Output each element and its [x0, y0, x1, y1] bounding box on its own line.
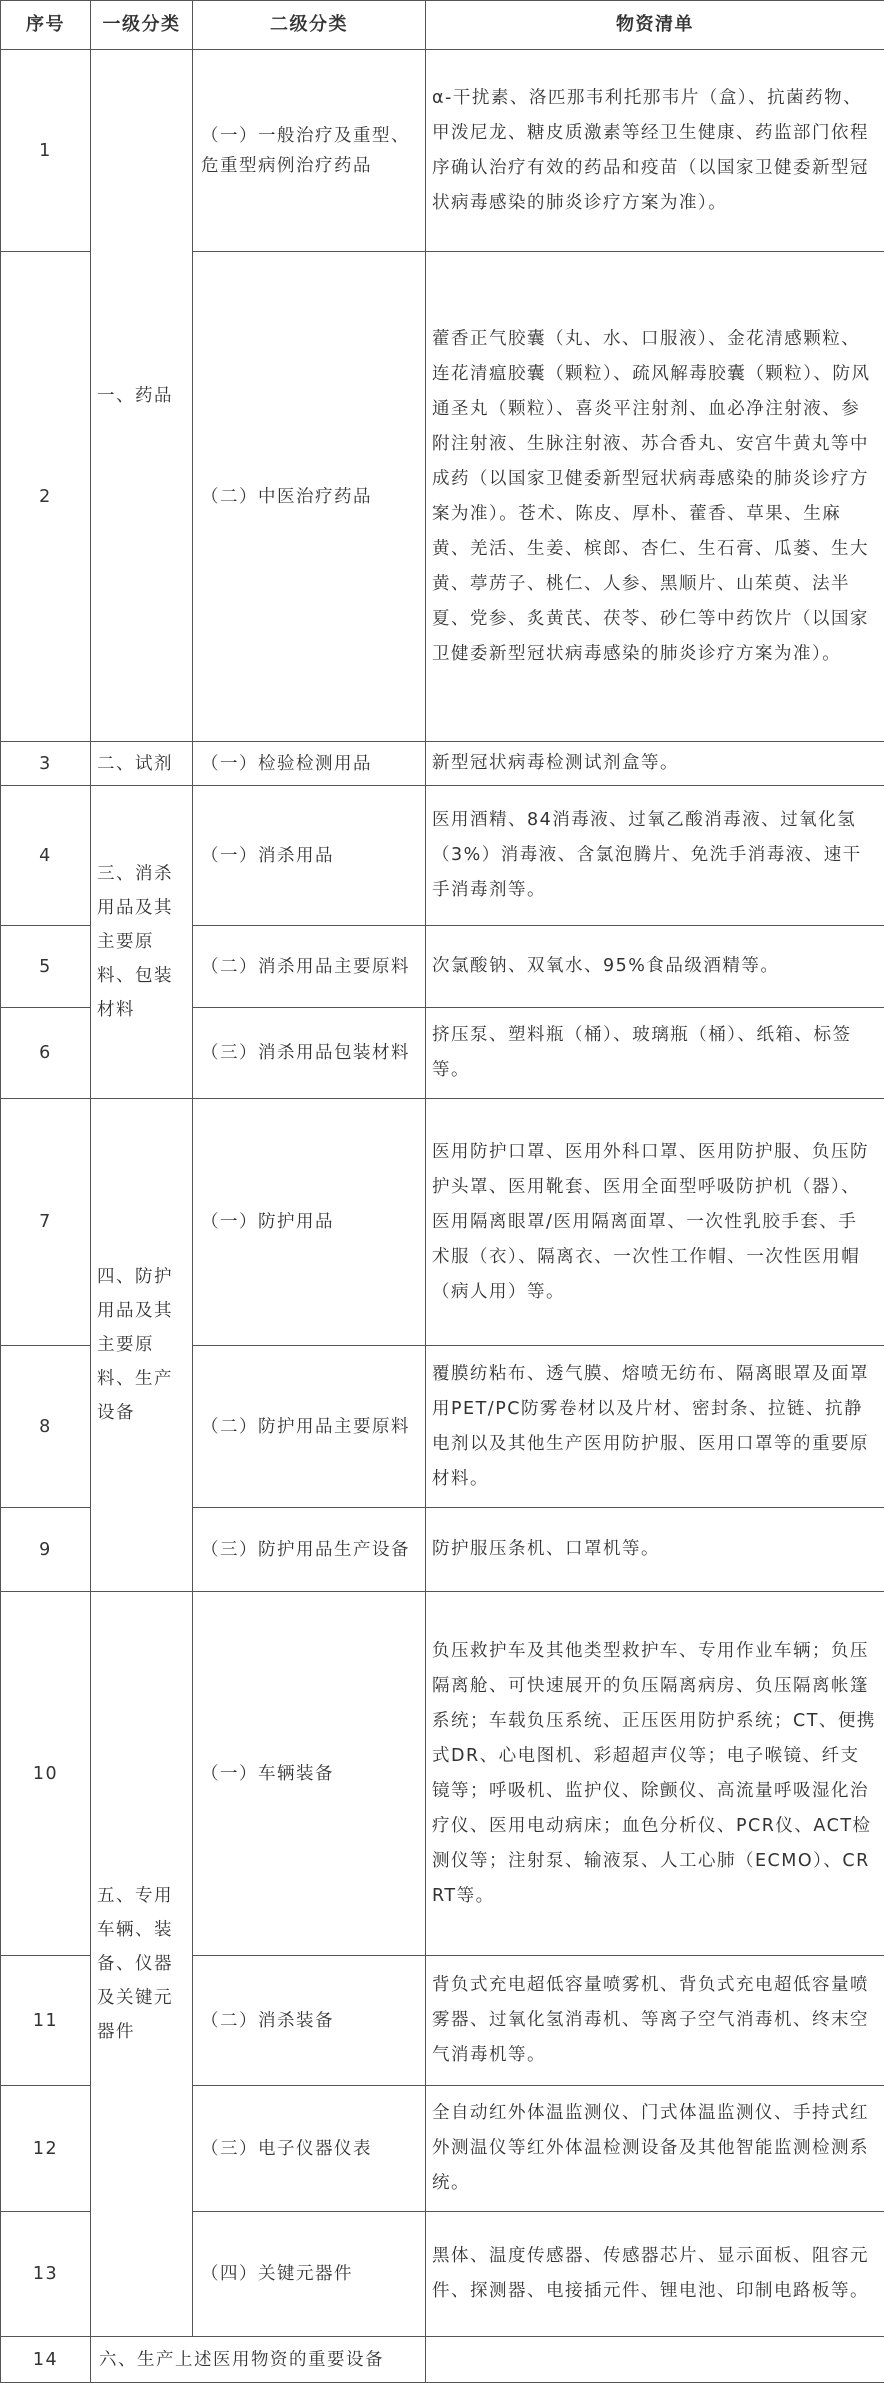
row-items: 防护服压条机、口罩机等。	[426, 1508, 884, 1592]
row-num: 13	[1, 2212, 91, 2337]
table-row	[1, 1099, 884, 1346]
row-cat2: （二）防护用品主要原料	[193, 1346, 426, 1508]
cat1-disinfection: 三、消杀用品及其主要原料、包装材料	[91, 786, 193, 1099]
row-items: 背负式充电超低容量喷雾机、背负式充电超低容量喷雾器、过氧化氢消毒机、等离子空气消毒机、终末空气消毒机等。	[426, 1956, 884, 2086]
row-num: 4	[1, 786, 91, 926]
cat1-vehicles: 五、专用车辆、装备、仪器及关键元器件	[91, 1592, 193, 2337]
row-num: 7	[1, 1099, 91, 1346]
row-items: 黑体、温度传感器、传感器芯片、显示面板、阻容元件、探测器、电接插元件、锂电池、印制电路板等。	[426, 2212, 884, 2337]
row-num: 11	[1, 1956, 91, 2086]
row-items: 覆膜纺粘布、透气膜、熔喷无纺布、隔离眼罩及面罩用PET/PC防雾卷材以及片材、密封条、拉链、抗静电剂以及其他生产医用防护服、医用口罩等的重要原材料。	[426, 1346, 884, 1508]
row-num: 10	[1, 1592, 91, 1956]
row-cat2: （三）防护用品生产设备	[193, 1508, 426, 1592]
header-items: 物资清单	[426, 1, 884, 50]
row-items: 次氯酸钠、双氧水、95%食品级酒精等。	[426, 926, 884, 1008]
row-cat2: （一）一般治疗及重型、危重型病例治疗药品	[193, 50, 426, 252]
row-num: 3	[1, 742, 91, 786]
row-cat2: （三）电子仪器仪表	[193, 2086, 426, 2212]
row-items	[426, 2337, 884, 2383]
table-row	[1, 2337, 884, 2383]
header-row	[1, 1, 884, 50]
table-row	[1, 786, 884, 926]
row-num: 6	[1, 1008, 91, 1099]
row-cat2: （二）消杀装备	[193, 1956, 426, 2086]
row-cat2: （一）检验检测用品	[193, 742, 426, 786]
row-items: α-干扰素、洛匹那韦利托那韦片（盒）、抗菌药物、甲泼尼龙、糖皮质激素等经卫生健康、药监部门依程序确认治疗有效的药品和疫苗（以国家卫健委新型冠状病毒感染的肺炎诊疗方案为准）。	[426, 50, 884, 252]
row-num: 2	[1, 252, 91, 742]
row-items: 新型冠状病毒检测试剂盒等。	[426, 742, 884, 786]
table-row	[1, 742, 884, 786]
row-cat2: （三）消杀用品包装材料	[193, 1008, 426, 1099]
cat1-protection: 四、防护用品及其主要原料、生产设备	[91, 1099, 193, 1592]
row-cat2: （一）防护用品	[193, 1099, 426, 1346]
row-num: 9	[1, 1508, 91, 1592]
row-items: 负压救护车及其他类型救护车、专用作业车辆；负压隔离舱、可快速展开的负压隔离病房、负压隔离帐篷系统；车载负压系统、正压医用防护系统；CT、便携式DR、心电图机、彩超超声仪等；电子喉镜、纤支镜等；呼吸机、监护仪、除颤仪、高流量呼吸湿化治疗仪、医用电动病床；血色分析仪、PCR仪、ACT检测仪等；注射泵、输液泵、人工心肺（ECMO）、CRRT等。	[426, 1592, 884, 1956]
row-cat2: 六、生产上述医用物资的重要设备	[91, 2337, 426, 2383]
row-num: 12	[1, 2086, 91, 2212]
row-cat2: （四）关键元器件	[193, 2212, 426, 2337]
row-cat2: （二）中医治疗药品	[193, 252, 426, 742]
cat1-reagents: 二、试剂	[91, 742, 193, 786]
header-cat2: 二级分类	[193, 1, 426, 50]
header-num: 序号	[1, 1, 91, 50]
row-num: 5	[1, 926, 91, 1008]
cat1-drugs: 一、药品	[91, 50, 193, 742]
row-num: 8	[1, 1346, 91, 1508]
row-items: 挤压泵、塑料瓶（桶）、玻璃瓶（桶）、纸箱、标签等。	[426, 1008, 884, 1099]
row-num: 1	[1, 50, 91, 252]
row-items: 医用防护口罩、医用外科口罩、医用防护服、负压防护头罩、医用靴套、医用全面型呼吸防护机（器）、医用隔离眼罩/医用隔离面罩、一次性乳胶手套、手术服（衣）、隔离衣、一次性工作帽、一次性医用帽（病人用）等。	[426, 1099, 884, 1346]
header-cat1: 一级分类	[91, 1, 193, 50]
row-items: 全自动红外体温监测仪、门式体温监测仪、手持式红外测温仪等红外体温检测设备及其他智能监测检测系统。	[426, 2086, 884, 2212]
row-items: 医用酒精、84消毒液、过氧乙酸消毒液、过氧化氢（3%）消毒液、含氯泡腾片、免洗手消毒液、速干手消毒剂等。	[426, 786, 884, 926]
row-cat2: （一）车辆装备	[193, 1592, 426, 1956]
row-items: 藿香正气胶囊（丸、水、口服液）、金花清感颗粒、连花清瘟胶囊（颗粒）、疏风解毒胶囊（颗粒）、防风通圣丸（颗粒）、喜炎平注射剂、血必净注射液、参附注射液、生脉注射液、苏合香丸、安宫牛黄丸等中成药（以国家卫健委新型冠状病毒感染的肺炎诊疗方案为准）。苍术、陈皮、厚朴、藿香、草果、生麻黄、羌活、生姜、槟郎、杏仁、生石膏、瓜蒌、生大黄、葶苈子、桃仁、人参、黑顺片、山茱萸、法半夏、党参、炙黄芪、茯苓、砂仁等中药饮片（以国家卫健委新型冠状病毒感染的肺炎诊疗方案为准）。	[426, 252, 884, 742]
table-row	[1, 1592, 884, 1956]
row-cat2: （一）消杀用品	[193, 786, 426, 926]
row-cat2: （二）消杀用品主要原料	[193, 926, 426, 1008]
row-num: 14	[1, 2337, 91, 2383]
table-row	[1, 50, 884, 252]
